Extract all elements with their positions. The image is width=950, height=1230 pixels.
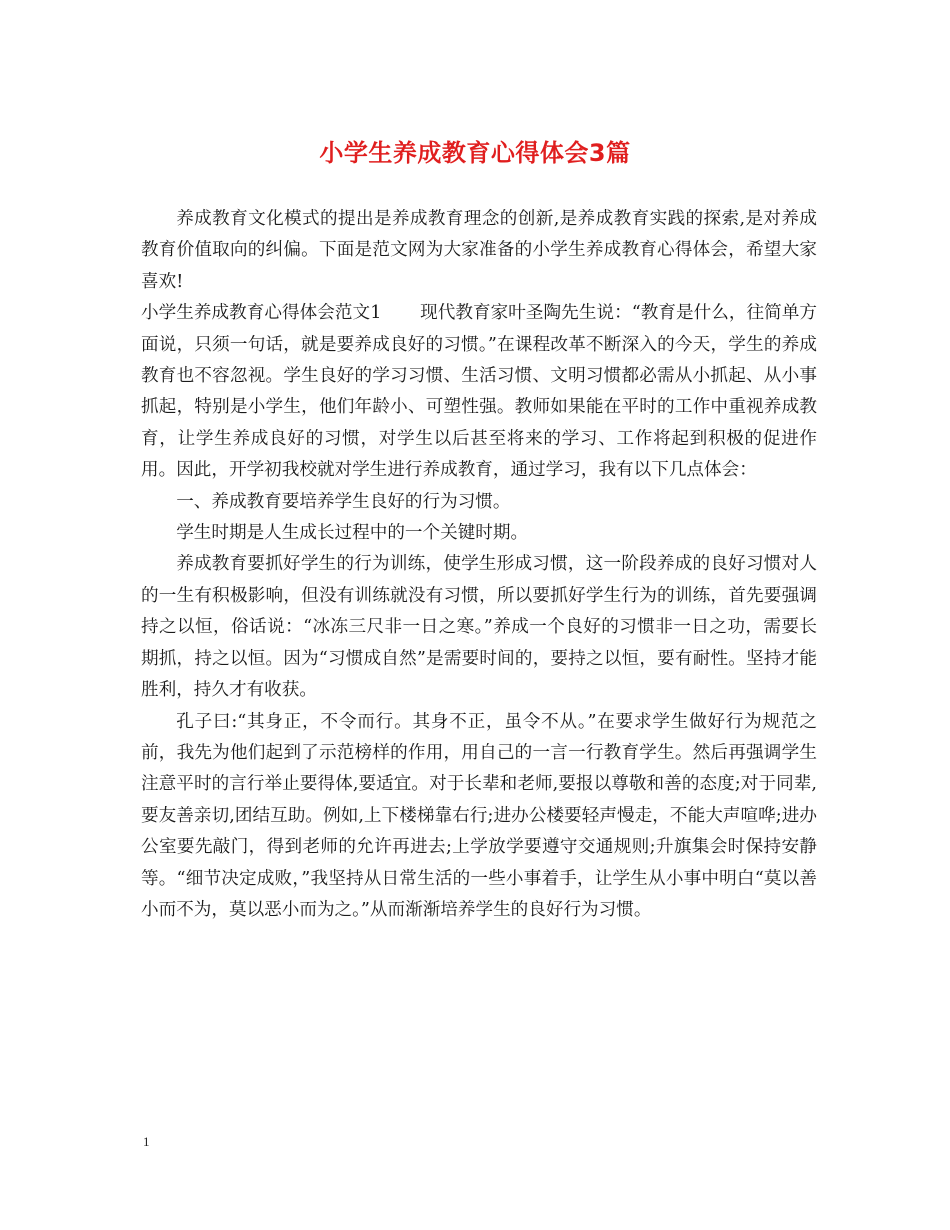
body-paragraph: 孔子曰:“其身正，不令而行。其身不正，虽令不从。”在要求学生做好行为规范之前，我先为他们起到了示范榜样的作用，用自己的一言一行教育学生。然后再强调学生注意平时的言行举止要得体,要适宜。对于长辈和老师,要报以尊敬和善的态度;对于同辈,要友善亲切,团结互助。例如,上下楼梯靠右行;进办公楼要轻声慢走，不能大声喧哗;进办公室要先敲门，得到老师的允许再进去;上学放学要遵守交通规则;升旗集会时保持安静等。“细节决定成败，”我坚持从日常生活的一些小事着手，让学生从小事中明白“莫以善小而不为，莫以恶小而为之。”从而渐渐培养学生的良好行为习惯。	[141, 711, 817, 920]
sample-paragraph	[141, 298, 817, 486]
body-paragraph: 学生时期是人生成长过程中的一个关键时期。	[176, 523, 529, 544]
intro-paragraph: 养成教育文化模式的提出是养成教育理念的创新,是养成教育实践的探索,是对养成教育价值取向的纠偏。下面是范文网为大家准备的小学生养成教育心得体会，希望大家喜欢!	[141, 209, 817, 292]
body-paragraph: 养成教育要抓好学生的行为训练，使学生形成习惯，这一阶段养成的良好习惯对人的一生有积极影响，但没有训练就没有习惯，所以要抓好学生行为的训练，首先要强调持之以恒，俗话说：“冰冻三尺非一日之寒。”养成一个良好的习惯非一日之功，需要长期抓，持之以恒。因为“习惯成自然”是需要时间的，要持之以恒，要有耐性。坚持才能胜利，持久才有收获。	[141, 554, 817, 701]
document-title: 小学生养成教育心得体会3篇	[319, 139, 631, 167]
sample-label: 小学生养成教育心得体会范文1	[141, 303, 382, 324]
sample-text: 现代教育家叶圣陶先生说：“教育是什么，往简单方面说，只须一句话，就是要养成良好的习惯。”在课程改革不断深入的今天，学生的养成教育也不容忽视。学生良好的学习习惯、生活习惯、文明习惯都必需从小抓起、从小事抓起，特别是小学生，他们年龄小、可塑性强。教师如果能在平时的工作中重视养成教育，让学生养成良好的习惯，对学生以后甚至将来的学习、工作将起到积极的促进作用。因此，开学初我校就对学生进行养成教育，通过学习，我有以下几点体会：	[141, 303, 817, 481]
page-number: 1	[143, 1134, 150, 1149]
document-body	[141, 204, 817, 926]
section-heading: 一、养成教育要培养学生良好的行为习惯。	[176, 491, 511, 512]
